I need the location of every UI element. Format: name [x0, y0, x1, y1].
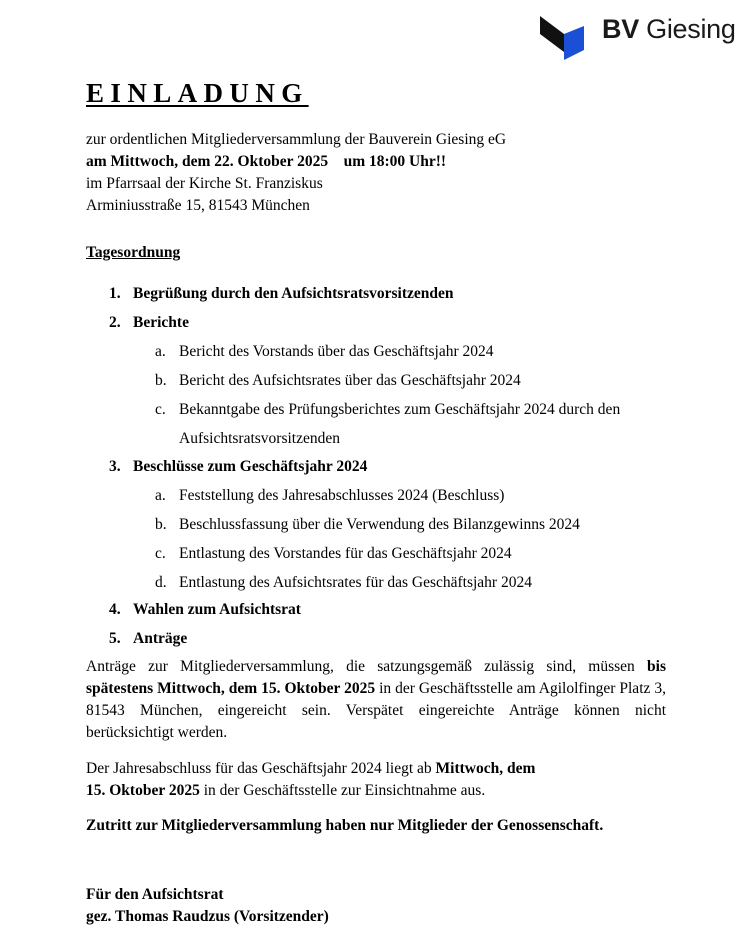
agenda-sub-item: Entlastung des Aufsichtsrates für das Geschäftsjahr 2024 — [179, 574, 532, 591]
page-title: EINLADUNG — [86, 78, 309, 108]
intro-location: im Pfarrsaal der Kirche St. Franziskus — [86, 175, 323, 192]
access-notice: Zutritt zur Mitgliederversammlung haben nur Mitglieder der Genossenschaft. — [86, 817, 604, 834]
agenda-item-3: Beschlüsse zum Geschäftsjahr 2024 — [133, 458, 368, 475]
agenda-number: 4. — [109, 601, 121, 618]
sub-letter: c. — [155, 401, 166, 418]
intro-address: Arminiusstraße 15, 81543 München — [86, 197, 310, 214]
agenda-number: 3. — [109, 458, 121, 475]
signature-line-2: gez. Thomas Raudzus (Vorsitzender) — [86, 908, 329, 925]
intro-date: am Mittwoch, dem 22. Oktober 2025 um 18:00 Uhr!! — [86, 153, 447, 170]
antraege-paragraph: Anträge zur Mitgliederversammlung, die satzungsgemäß zulässig sind, müssen bis spätestens Mittwoch, dem 15. Oktober 2025 in der Geschäftsstelle am Agilolfinger Platz 3, 81543 München, eingereicht sein. Verspätet eingereichte Anträge können nicht berücksichtigt werden. — [86, 658, 666, 741]
agenda-heading: Tagesordnung — [86, 244, 181, 261]
sub-letter: a. — [155, 343, 166, 360]
sub-letter: d. — [155, 574, 167, 591]
intro-line-1: zur ordentlichen Mitgliederversammlung der Bauverein Giesing eG — [86, 131, 507, 148]
agenda-sub-item: Bericht des Aufsichtsrates über das Geschäftsjahr 2024 — [179, 372, 521, 389]
logo-wordmark: BV Giesing — [602, 14, 736, 44]
abschluss-paragraph-line-2: 15. Oktober 2025 in der Geschäftsstelle zur Einsichtnahme aus. — [86, 782, 486, 799]
sub-letter: a. — [155, 487, 166, 504]
abschluss-paragraph-line-1: Der Jahresabschluss für das Geschäftsjahr 2024 liegt ab Mittwoch, dem — [86, 760, 536, 777]
sub-letter: b. — [155, 372, 167, 389]
sub-letter: b. — [155, 516, 167, 533]
agenda-number: 1. — [109, 285, 121, 302]
agenda-sub-item: Entlastung des Vorstandes für das Geschäftsjahr 2024 — [179, 545, 512, 562]
agenda-number: 2. — [109, 314, 121, 331]
signature-line-1: Für den Aufsichtsrat — [86, 886, 224, 903]
agenda-sub-item: Beschlussfassung über die Verwendung des Bilanzgewinns 2024 — [179, 516, 580, 533]
agenda-item-2: Berichte — [133, 314, 189, 331]
agenda-number: 5. — [109, 630, 121, 647]
agenda-sub-item: Bericht des Vorstands über das Geschäftsjahr 2024 — [179, 343, 494, 360]
agenda-item-5: Anträge — [133, 630, 188, 647]
agenda-item-1: Begrüßung durch den Aufsichtsratsvorsitzenden — [133, 285, 454, 302]
agenda-sub-item: Bekanntgabe des Prüfungsberichtes zum Geschäftsjahr 2024 durch den — [179, 401, 621, 418]
logo-mark-icon — [538, 14, 594, 64]
agenda-sub-item: Feststellung des Jahresabschlusses 2024 (Beschluss) — [179, 487, 505, 504]
agenda-sub-item-continuation: Aufsichtsratsvorsitzenden — [179, 430, 340, 447]
sub-letter: c. — [155, 545, 166, 562]
agenda-item-4: Wahlen zum Aufsichtsrat — [133, 601, 301, 618]
bv-giesing-logo — [538, 14, 736, 64]
